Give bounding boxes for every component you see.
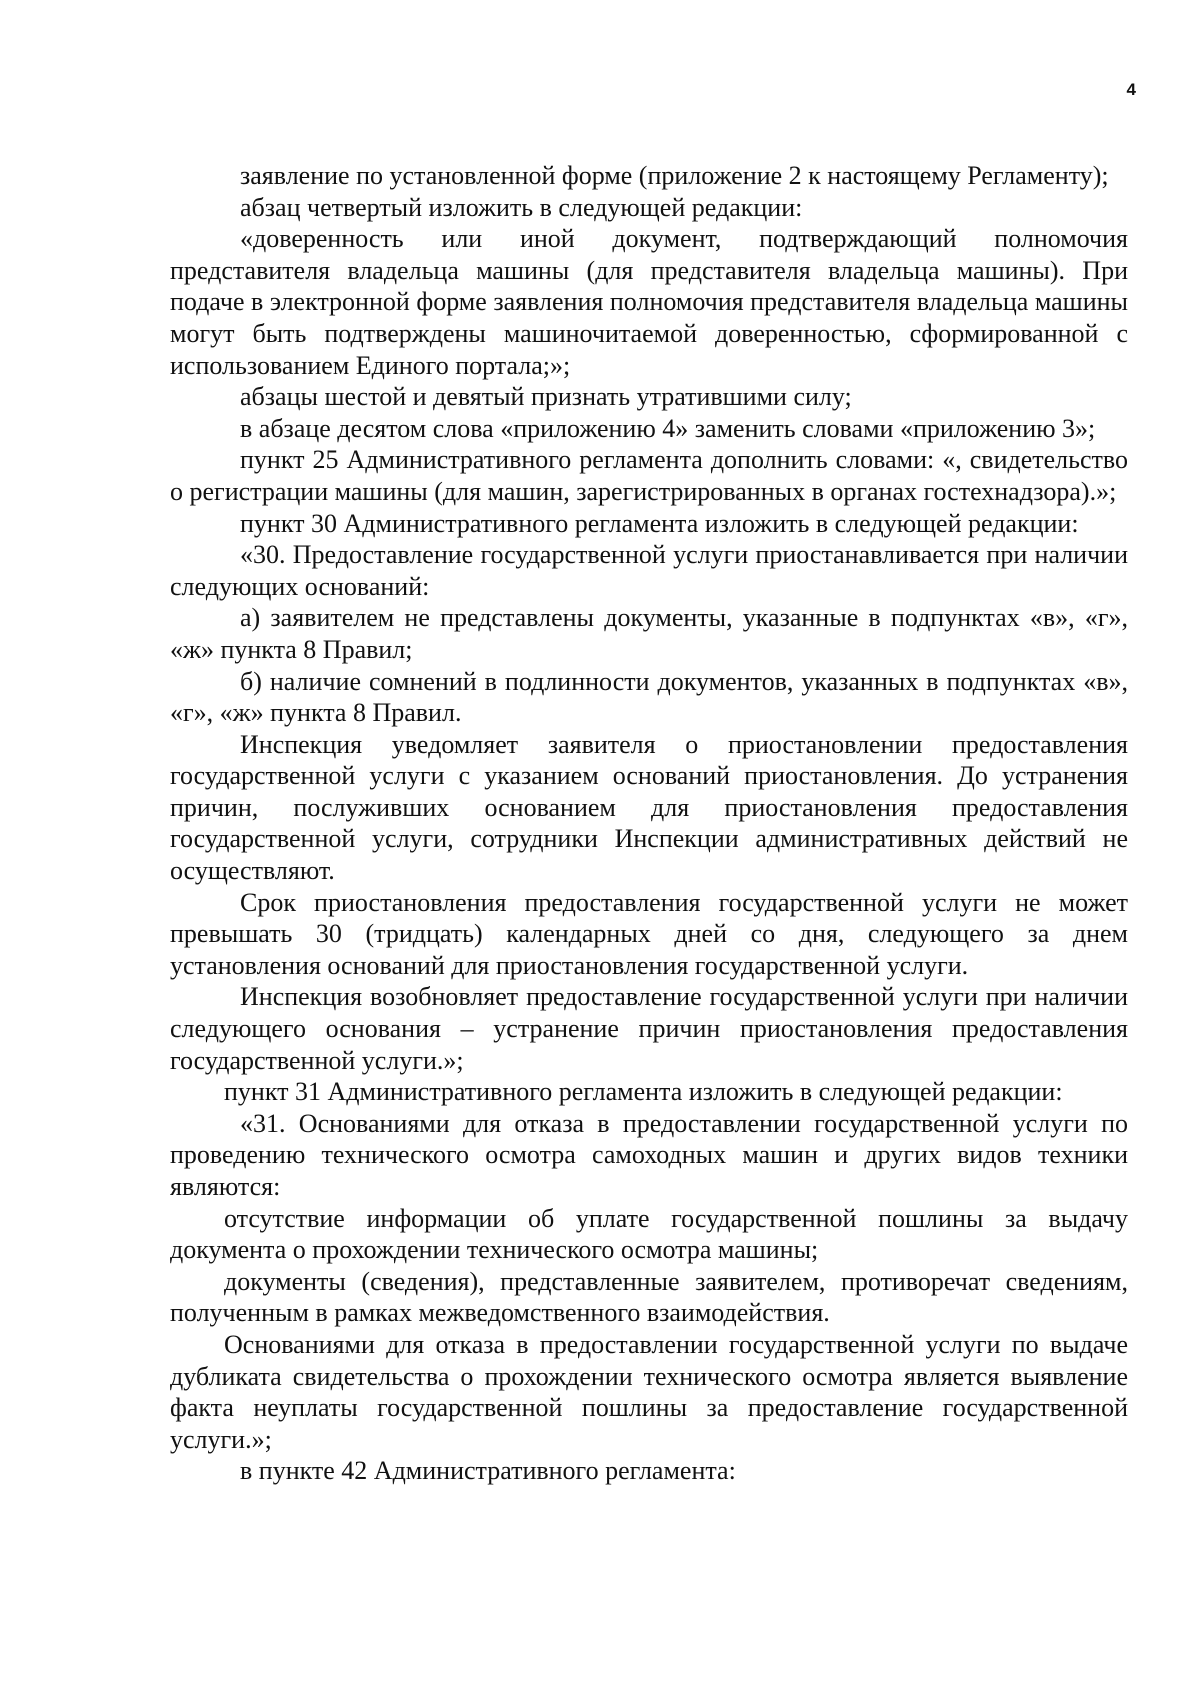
- paragraph: Инспекция возобновляет предоставление государственной услуги при наличии следующего основания – устранение причин приостановления предоставления государственной услуги.»;: [170, 982, 1128, 1075]
- paragraph: Срок приостановления предоставления государственной услуги не может превышать 30 (тридцать) календарных дней со дня, следующего за днем установления оснований для приостановления государственной услуги.: [170, 887, 1128, 980]
- paragraph: в пункте 42 Административного регламента:: [240, 1456, 736, 1486]
- paragraph: пункт 30 Административного регламента изложить в следующей редакции:: [240, 508, 1079, 538]
- paragraph: б) наличие сомнений в подлинности документов, указанных в подпунктах «в», «г», «ж» пункта 8 Правил.: [170, 666, 1128, 728]
- paragraph: в абзаце десятом слова «приложению 4» заменить словами «приложению 3»;: [240, 413, 1096, 443]
- document-body: [170, 160, 1128, 1487]
- paragraph: пункт 25 Административного регламента дополнить словами: «, свидетельство о регистрации машины (для машин, зарегистрированных в органах гостехнадзора).»;: [170, 445, 1128, 506]
- paragraph: абзацы шестой и девятый признать утратившими силу;: [240, 382, 852, 412]
- page-number: 4: [1126, 80, 1136, 99]
- paragraph: «31. Основаниями для отказа в предоставлении государственной услуги по проведению технического осмотра самоходных машин и других видов техники являются:: [170, 1108, 1128, 1201]
- paragraph: Основаниями для отказа в предоставлении государственной услуги по выдаче дубликата свидетельства о прохождении технического осмотра является выявление факта неуплаты государственной пошлины за предоставление государственной услуги.»;: [170, 1329, 1128, 1454]
- paragraph: Инспекция уведомляет заявителя о приостановлении предоставления государственной услуги с указанием оснований приостановления. До устранения причин, послуживших основанием для приостановления предоставления государственной услуги, сотрудники Инспекции административных действий не осуществляют.: [170, 729, 1128, 886]
- paragraph: «30. Предоставление государственной услуги приостанавливается при наличии следующих оснований:: [170, 540, 1128, 601]
- paragraph: документы (сведения), представленные заявителем, противоречат сведениям, полученным в рамках межведомственного взаимодействия.: [170, 1266, 1128, 1328]
- paragraph: абзац четвертый изложить в следующей редакции:: [240, 192, 803, 222]
- paragraph: а) заявителем не представлены документы, указанные в подпунктах «в», «г», «ж» пункта 8 Правил;: [170, 603, 1128, 664]
- paragraph: пункт 31 Административного регламента изложить в следующей редакции:: [224, 1077, 1063, 1107]
- paragraph: заявление по установленной форме (приложение 2 к настоящему Регламенту);: [240, 161, 1109, 190]
- paragraph: отсутствие информации об уплате государственной пошлины за выдачу документа о прохождении технического осмотра машины;: [170, 1203, 1128, 1265]
- paragraph: «доверенность или иной документ, подтверждающий полномочия представителя владельца машины (для представителя владельца машины). При подаче в электронной форме заявления полномочия представителя владельца машины могут быть подтверждены машиночитаемой доверенностью, сформированной с использованием Единого портала;»;: [170, 224, 1128, 380]
